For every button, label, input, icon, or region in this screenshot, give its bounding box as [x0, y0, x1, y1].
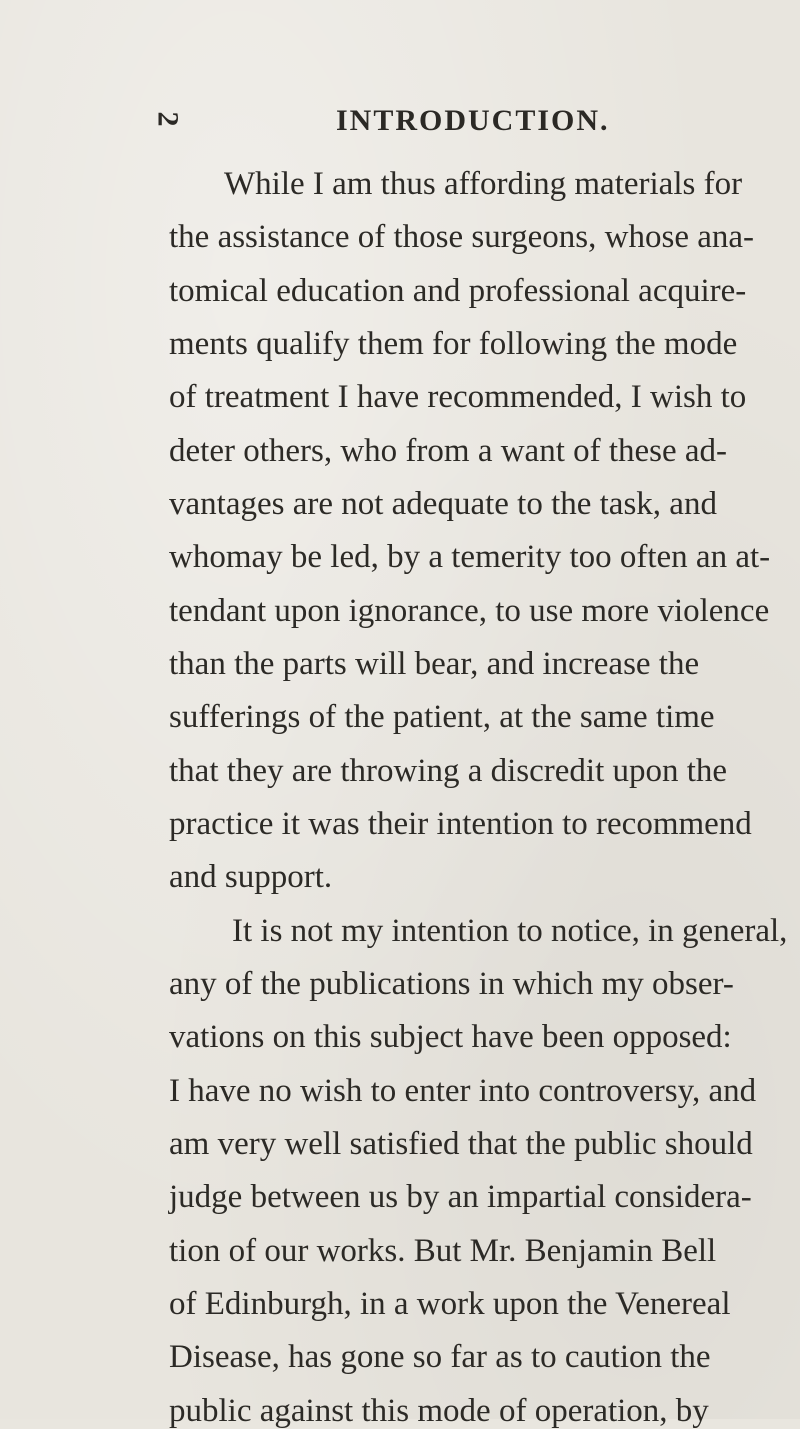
- text-line: vations on this subject have been opposed:: [169, 1019, 732, 1055]
- text-line: any of the publications in which my obser-: [169, 966, 734, 1002]
- text-line: of Edinburgh, in a work upon the Venereal: [169, 1286, 731, 1322]
- text-line: tomical education and professional acquire-: [169, 273, 747, 309]
- text-line: whomay be led, by a temerity too often an at-: [169, 539, 771, 575]
- text-line: sufferings of the patient, at the same time: [169, 699, 715, 735]
- text-line: tendant upon ignorance, to use more violence: [169, 593, 770, 629]
- text-line: I have no wish to enter into controversy, and: [169, 1073, 757, 1109]
- text-line: While I am thus affording materials for: [224, 166, 743, 202]
- text-line: public against this mode of operation, by: [169, 1393, 709, 1429]
- text-line: the assistance of those surgeons, whose ana-: [169, 219, 754, 255]
- text-line: that they are throwing a discredit upon the: [169, 753, 728, 789]
- text-line: ments qualify them for following the mode: [169, 326, 738, 362]
- page-number: 2: [151, 111, 185, 127]
- text-line: and support.: [169, 859, 333, 895]
- text-line: vantages are not adequate to the task, and: [169, 486, 717, 522]
- text-line: tion of our works. But Mr. Benjamin Bell: [169, 1233, 717, 1269]
- text-line: practice it was their intention to recommend: [169, 806, 752, 842]
- running-head: INTRODUCTION.: [336, 104, 610, 137]
- text-line: deter others, who from a want of these ad-: [169, 433, 728, 469]
- text-line: than the parts will bear, and increase the: [169, 646, 700, 682]
- text-line: am very well satisfied that the public should: [169, 1126, 753, 1162]
- text-line: Disease, has gone so far as to caution the: [169, 1339, 711, 1375]
- text-line: judge between us by an impartial considera-: [169, 1179, 752, 1215]
- text-line: It is not my intention to notice, in general,: [232, 913, 788, 949]
- text-line: of treatment I have recommended, I wish to: [169, 379, 747, 415]
- page-header: [0, 0, 800, 140]
